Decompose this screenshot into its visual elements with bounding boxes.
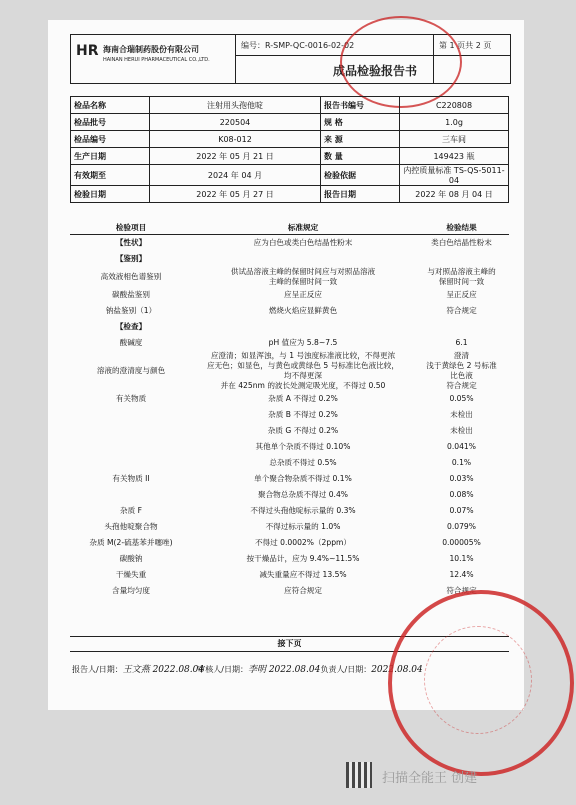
test-item-result: 未检出 — [450, 426, 473, 435]
batch-number: 220504 — [150, 114, 321, 131]
page-number: 第 1 页共 2 页 — [439, 41, 492, 50]
test-item-row — [70, 551, 509, 567]
expiry-label: 有效期至 — [71, 165, 150, 186]
test-item-name: 【鉴别】 — [115, 254, 147, 263]
test-item-result: 0.08% — [449, 490, 474, 499]
product-name: 注射用头孢他啶 — [150, 97, 321, 114]
test-item-standard: 不得过头孢他啶标示量的 0.3% — [250, 506, 356, 515]
basis-value: 内控质量标准 TS-QS-5011-04 — [400, 165, 509, 186]
source-label: 来 源 — [321, 131, 400, 148]
test-item-row — [70, 455, 509, 471]
quality-stamp-top — [340, 16, 462, 108]
qty-label: 数 量 — [321, 148, 400, 165]
report-no-label: 报告书编号 — [321, 97, 400, 114]
test-item-standard: 杂质 B 不得过 0.2% — [268, 410, 338, 419]
code-value: K08-012 — [150, 131, 321, 148]
test-item-name — [70, 423, 192, 439]
test-item-row — [70, 567, 509, 583]
document-number: 编号：R-SMP-QC-0016-02-02 — [241, 41, 355, 50]
test-item-result: 0.07% — [449, 506, 474, 515]
test-item-name: 有关物质 — [115, 394, 147, 403]
test-item-result: 0.00005% — [442, 538, 481, 547]
next-page-note: 接下页 — [70, 636, 509, 652]
test-item-result: 10.1% — [449, 554, 474, 563]
test-items-table — [70, 222, 509, 599]
test-item-name: 碳酸盐鉴别 — [112, 290, 150, 299]
product-info-table — [70, 96, 509, 203]
test-item-standard: pH 值应为 5.8~7.5 — [268, 338, 338, 347]
test-item-result: 符合规定 — [446, 306, 477, 315]
report-title: 成品检验报告书 — [333, 64, 418, 78]
test-item-standard: 总杂质不得过 0.5% — [269, 458, 337, 467]
test-item-name: 有关物质 II — [112, 474, 150, 483]
company-name-en: HAINAN HERUI PHARMACEUTICAL CO.,LTD. — [103, 57, 210, 63]
test-item-result: 与对照品溶液主峰的 保留时间一致 — [427, 267, 496, 286]
test-item-result: 0.05% — [449, 394, 474, 403]
stamp-inner-ring — [424, 626, 532, 734]
test-item-row — [70, 519, 509, 535]
batch-label: 检品批号 — [71, 114, 150, 131]
company-logo-block — [71, 35, 236, 83]
test-item-name: 【检查】 — [115, 322, 147, 331]
test-item-result: 0.03% — [449, 474, 474, 483]
test-item-row — [70, 471, 509, 487]
test-date: 2022 年 05 月 27 日 — [150, 186, 321, 203]
test-item-row — [70, 335, 509, 351]
test-item-standard: 聚合物总杂质不得过 0.4% — [257, 490, 349, 499]
basis-label: 检验依据 — [321, 165, 400, 186]
test-item-standard: 单个聚合物杂质不得过 0.1% — [254, 474, 352, 483]
product-name-label: 检品名称 — [71, 97, 150, 114]
test-item-name — [70, 487, 192, 503]
source-value: 三车间 — [400, 131, 509, 148]
test-item-standard: 应呈正反应 — [284, 290, 322, 299]
report-no: C220808 — [400, 97, 509, 114]
test-item-row — [70, 251, 509, 267]
code-label: 检品编号 — [71, 131, 150, 148]
test-item-result: 类白色结晶性粉末 — [431, 238, 492, 247]
expiry-date: 2024 年 04 月 — [150, 165, 321, 186]
responsible-label: 负责人/日期： — [320, 665, 372, 674]
prod-date-label: 生产日期 — [71, 148, 150, 165]
test-item-standard: 燃烧火焰应显鲜黄色 — [268, 306, 338, 315]
responsible-signature: 2022.08.04 — [371, 665, 423, 675]
test-item-standard: 其他单个杂质不得过 0.10% — [255, 442, 351, 451]
scanner-watermark: 扫描全能王 创建 — [382, 771, 478, 786]
test-item-name — [70, 455, 192, 471]
test-item-standard: 供试品溶液主峰的保留时间应与对照品溶液 主峰的保留时间一致 — [230, 267, 376, 286]
qty-value: 149423 瓶 — [400, 148, 509, 165]
test-item-result: 澄清 浅于黄绿色 2 号标准 比色液 符合规定 — [426, 351, 497, 390]
result-column-header: 检验结果 — [414, 222, 509, 235]
qr-code-icon — [346, 762, 372, 788]
test-item-result: 呈正反应 — [446, 290, 477, 299]
item-column-header: 检验项目 — [70, 222, 192, 235]
test-item-row — [70, 503, 509, 519]
test-item-standard: 按干燥品计，应为 9.4%~11.5% — [246, 554, 360, 563]
test-item-row — [70, 351, 509, 391]
test-item-name: 钠盐鉴别（1） — [105, 306, 157, 315]
test-item-name: 酸碱度 — [119, 338, 143, 347]
test-item-result — [414, 251, 509, 267]
test-item-name: 溶液的澄清度与颜色 — [96, 366, 166, 375]
reviewer-label: 审核人/日期： — [197, 665, 248, 674]
test-item-standard: 不得过标示量的 1.0% — [265, 522, 341, 531]
test-item-standard — [192, 319, 414, 335]
test-item-name: 干燥失重 — [115, 570, 147, 579]
spec-value: 1.0g — [400, 114, 509, 131]
test-item-name: 高效液相色谱鉴别 — [100, 272, 162, 281]
test-item-name: 碳酸钠 — [119, 554, 143, 563]
test-item-row — [70, 267, 509, 287]
test-item-row — [70, 303, 509, 319]
test-item-row — [70, 319, 509, 335]
test-item-name: 头孢他啶聚合物 — [104, 522, 158, 531]
test-item-row — [70, 287, 509, 303]
test-item-row — [70, 235, 509, 252]
test-item-row — [70, 423, 509, 439]
test-item-name: 【性状】 — [115, 238, 147, 247]
test-item-row — [70, 535, 509, 551]
test-item-standard: 应符合规定 — [284, 586, 322, 595]
test-item-name: 含量均匀度 — [112, 586, 150, 595]
test-item-result — [414, 319, 509, 335]
test-item-result: 12.4% — [449, 570, 474, 579]
reviewer-signature: 李明 2022.08.04 — [247, 665, 321, 675]
prod-date: 2022 年 05 月 21 日 — [150, 148, 321, 165]
test-item-row — [70, 391, 509, 407]
test-item-result: 0.1% — [451, 458, 472, 467]
reporter-signature: 王文燕 2022.08.04 — [122, 665, 205, 675]
test-item-result: 未检出 — [450, 410, 473, 419]
test-item-row — [70, 487, 509, 503]
test-item-name: 杂质 F — [120, 506, 142, 515]
standard-column-header: 标准规定 — [192, 222, 414, 235]
test-item-standard: 杂质 G 不得过 0.2% — [267, 426, 339, 435]
test-item-standard: 不得过 0.0002%（2ppm） — [254, 538, 352, 547]
test-date-label: 检验日期 — [71, 186, 150, 203]
reporter-label: 报告人/日期： — [72, 665, 123, 674]
test-item-standard: 应澄清；如显浑浊，与 1 号浊度标准液比较，不得更浓 应无色；如显色，与黄色或黄绿色 5 号标准比色液比较， 均不得更深 并在 425nm 的波长处测定吸光度，不得过 0.50 — [207, 351, 399, 390]
test-item-row — [70, 583, 509, 599]
test-item-row — [70, 439, 509, 455]
test-item-result: 6.1 — [455, 338, 468, 347]
test-item-row — [70, 407, 509, 423]
test-item-standard: 应为白色或类白色结晶性粉末 — [253, 238, 353, 247]
test-item-result: 0.079% — [447, 522, 476, 531]
report-date: 2022 年 08 月 04 日 — [400, 186, 509, 203]
test-item-result: 0.041% — [447, 442, 476, 451]
test-item-standard: 杂质 A 不得过 0.2% — [268, 394, 338, 403]
spec-label: 规 格 — [321, 114, 400, 131]
test-item-standard — [192, 251, 414, 267]
test-item-standard: 减失重量应不得过 13.5% — [259, 570, 347, 579]
test-item-name: 杂质 M(2-硫基苯并噻唑) — [89, 538, 173, 547]
test-item-name — [70, 439, 192, 455]
test-item-name — [70, 407, 192, 423]
company-name-cn: 海南合瑞制药股份有限公司 — [103, 45, 199, 54]
report-date-label: 报告日期 — [321, 186, 400, 203]
test-item-result: 符合规定 — [446, 586, 477, 595]
company-logo-icon: HR — [76, 43, 99, 59]
